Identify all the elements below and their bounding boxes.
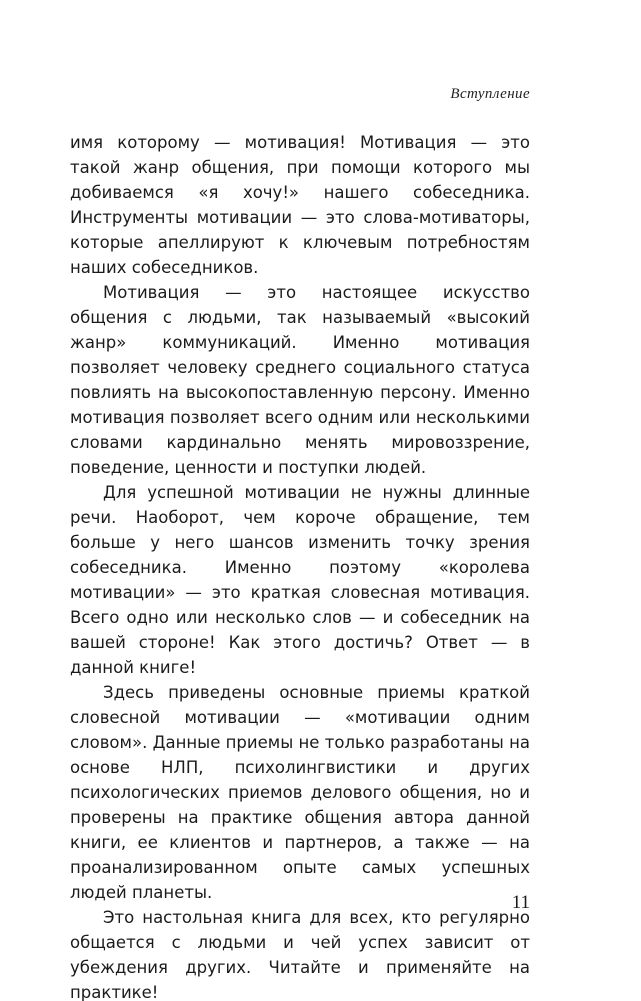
paragraph: Здесь приведены основные приемы краткой словесной мотивации — «мотивации одним словом». Данные приемы не только разработаны на основе НЛП, психолингвистики и других психологических приемов делового общения, но и проверены на практике общения автора данной книги, ее клиентов и партнеров, а также — на проанализированном опыте самых успешных людей планеты. bbox=[70, 683, 530, 902]
running-header: Вступление bbox=[450, 86, 530, 102]
paragraph: Это настольная книга для всех, кто регулярно общается с людьми и чей успех зависит от убеждения других. Читайте и применяйте на практике! bbox=[70, 908, 530, 1001]
paragraph: имя которому — мотивация! Мотивация — это такой жанр общения, при помощи которого мы добиваемся «я хочу!» нашего собеседника. Инструменты мотивации — это слова-мотиваторы, которые апеллируют к ключевым потребностям наших собеседников. bbox=[70, 133, 530, 277]
paragraph: Мотивация — это настоящее искусство общения с людьми, так называемый «высокий жанр» коммуникаций. Именно мотивация позволяет человеку среднего социального статуса повлиять на высокопоставленную персону. Именно мотивация позволяет всего одним или несколькими словами кардинально менять мировоззрение, поведение, ценности и поступки людей. bbox=[70, 283, 530, 477]
body-text bbox=[70, 130, 530, 1001]
paragraph: Для успешной мотивации не нужны длинные речи. Наоборот, чем короче обращение, тем больше у него шансов изменить точку зрения собеседника. Именно поэтому «королева мотивации» — это краткая словесная мотивация. Всего одно или несколько слов — и собеседник на вашей стороне! Как этого достичь? Ответ — в данной книге! bbox=[70, 483, 530, 677]
page-number: 11 bbox=[511, 892, 530, 913]
